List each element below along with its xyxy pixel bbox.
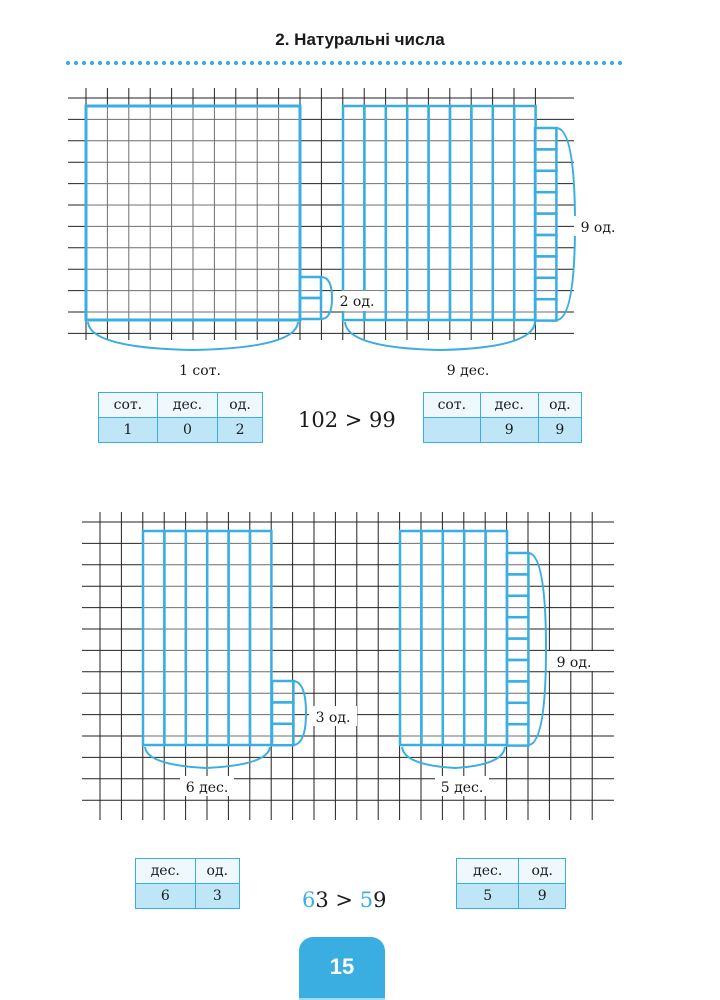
value-cell: 1 xyxy=(99,418,158,443)
units-label: 3 од. xyxy=(315,710,351,726)
units-brace xyxy=(294,681,306,745)
ten-column xyxy=(429,106,450,320)
unit-square xyxy=(272,724,293,745)
tens-label: 5 дес. xyxy=(440,780,484,796)
unit-square xyxy=(507,724,528,745)
value-cell: 0 xyxy=(157,418,217,443)
unit-square xyxy=(507,639,528,660)
ten-column xyxy=(450,106,471,320)
hundred-square xyxy=(86,106,300,320)
ten-column xyxy=(493,106,514,320)
unit-square xyxy=(535,171,556,192)
unit-square xyxy=(535,149,556,170)
unit-square xyxy=(272,681,293,702)
units-brace xyxy=(529,553,546,745)
hundreds-label: 1 сот. xyxy=(179,363,221,379)
header-cell: од. xyxy=(519,859,566,884)
ten-column xyxy=(443,531,464,745)
right-tens-digit: 5 xyxy=(359,888,374,912)
units-brace xyxy=(557,128,575,320)
tens-label: 9 дес. xyxy=(446,363,490,379)
header-cell: од. xyxy=(195,859,239,884)
ten-column xyxy=(364,106,385,320)
left-units-digit: 3 xyxy=(315,888,329,912)
header-cell: од. xyxy=(218,393,263,418)
bottom-comparison xyxy=(302,888,386,912)
value-cell: 3 xyxy=(195,884,239,909)
section-title: 2. Натуральні числа xyxy=(275,30,445,49)
tens-brace xyxy=(345,322,535,350)
value-cell xyxy=(424,418,481,443)
value-cell: 6 xyxy=(136,884,196,909)
value-cell: 2 xyxy=(218,418,263,443)
units-label: 2 од. xyxy=(339,294,375,310)
unit-square xyxy=(507,660,528,681)
unit-square xyxy=(300,277,321,298)
unit-square xyxy=(535,128,556,149)
page-number-tab: 15 xyxy=(299,937,385,1000)
units-label: 9 од. xyxy=(556,655,592,671)
top-comparison: 102 > 99 xyxy=(298,408,396,432)
unit-square xyxy=(535,214,556,235)
ten-column xyxy=(164,531,185,745)
top-left-place-value-table xyxy=(98,392,263,443)
ten-column xyxy=(471,106,492,320)
ten-column xyxy=(343,106,364,320)
left-tens-digit: 6 xyxy=(302,888,316,912)
ten-column xyxy=(207,531,228,745)
units-brace xyxy=(322,277,332,319)
unit-square xyxy=(507,703,528,724)
unit-square xyxy=(535,235,556,256)
ten-column xyxy=(407,106,428,320)
unit-square xyxy=(300,298,321,319)
header-cell: дес. xyxy=(157,393,217,418)
ten-column xyxy=(143,531,164,745)
unit-square xyxy=(507,617,528,638)
header-cell: дес. xyxy=(136,859,196,884)
bottom-left-place-value-table xyxy=(135,858,240,909)
value-cell: 9 xyxy=(480,418,538,443)
unit-square xyxy=(535,299,556,320)
value-cell: 9 xyxy=(519,884,566,909)
value-cell: 9 xyxy=(538,418,581,443)
ten-column xyxy=(400,531,421,745)
unit-square xyxy=(272,702,293,723)
ten-column xyxy=(229,531,250,745)
header-cell: сот. xyxy=(424,393,481,418)
header-cell: дес. xyxy=(480,393,538,418)
ten-column xyxy=(186,531,207,745)
ten-column xyxy=(514,106,535,320)
right-units-digit: 9 xyxy=(373,888,387,912)
unit-square xyxy=(535,192,556,213)
comparison-sign: > xyxy=(328,888,360,912)
ten-column xyxy=(250,531,271,745)
tens-label: 6 дес. xyxy=(185,780,229,796)
header-cell: дес. xyxy=(457,859,519,884)
ten-column xyxy=(464,531,485,745)
ten-column xyxy=(386,106,407,320)
bottom-right-place-value-table xyxy=(456,858,566,909)
unit-square xyxy=(507,596,528,617)
top-right-place-value-table xyxy=(423,392,582,443)
value-cell: 5 xyxy=(457,884,519,909)
header-cell: сот. xyxy=(99,393,158,418)
units-label: 9 од. xyxy=(580,220,616,236)
unit-square xyxy=(507,574,528,595)
unit-square xyxy=(507,681,528,702)
ten-column xyxy=(421,531,442,745)
unit-square xyxy=(535,256,556,277)
unit-square xyxy=(535,278,556,299)
ten-column xyxy=(486,531,507,745)
unit-square xyxy=(507,553,528,574)
header-cell: од. xyxy=(538,393,581,418)
